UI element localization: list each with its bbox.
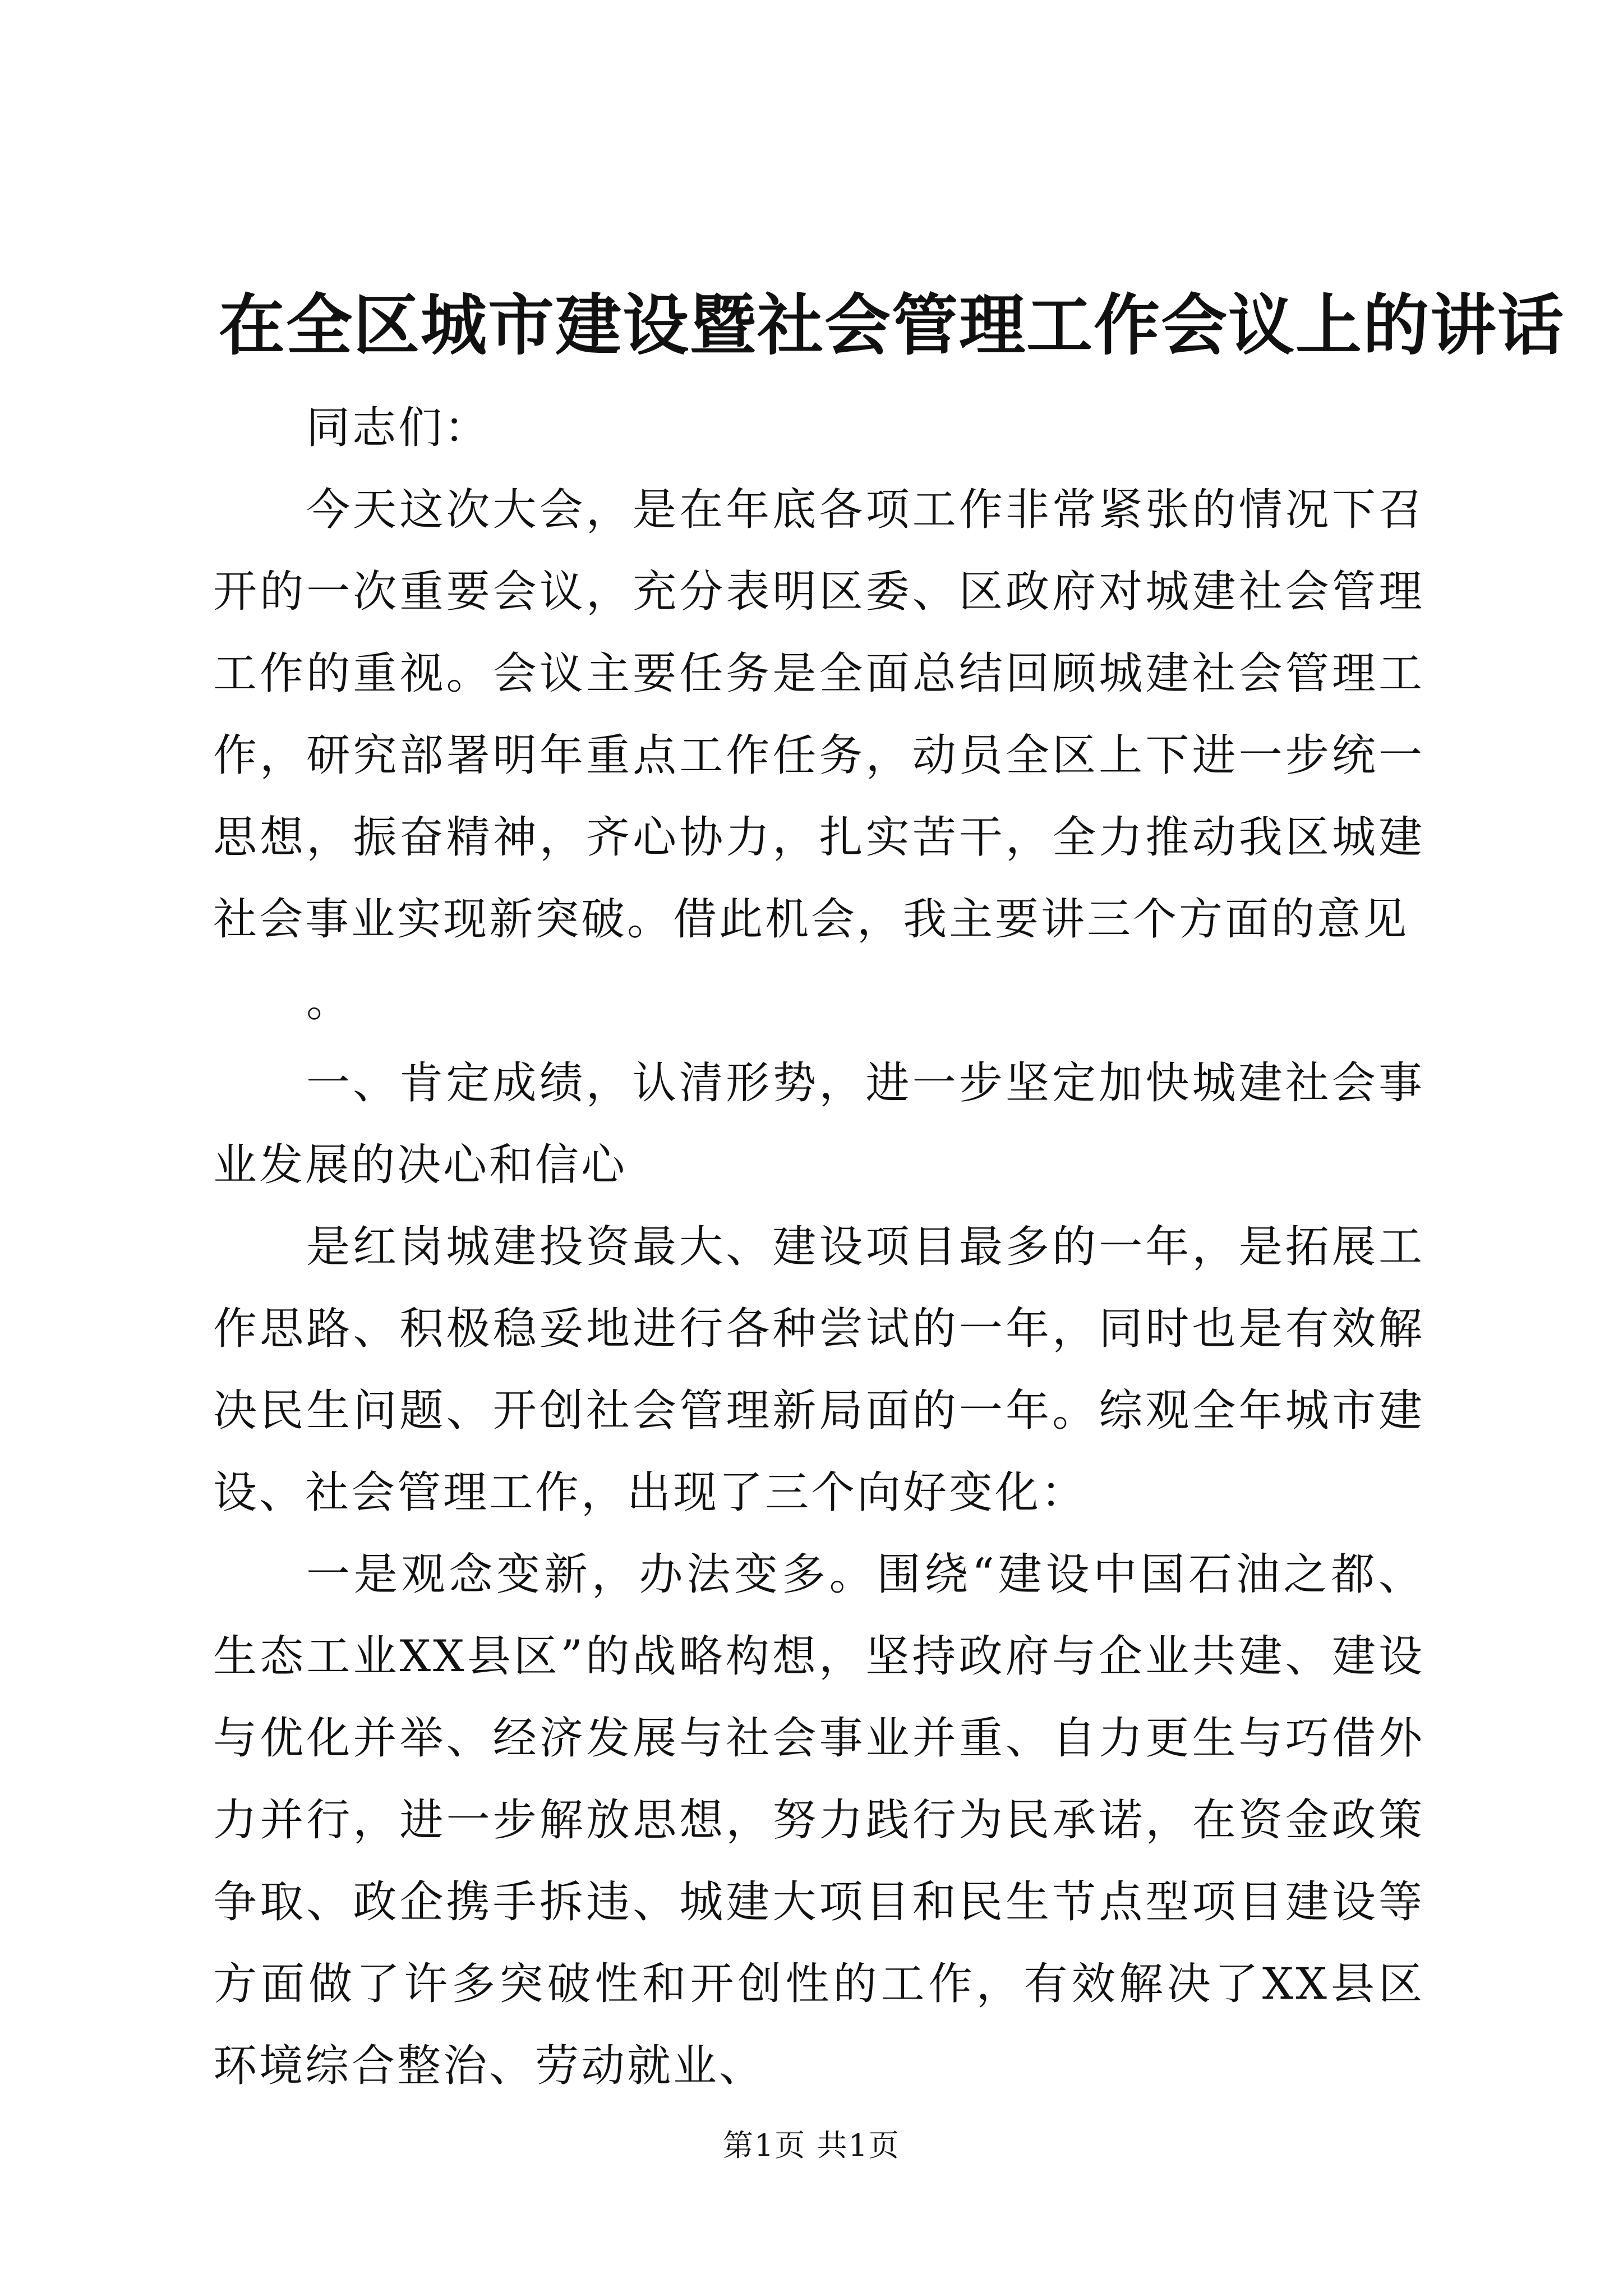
document-body	[213, 387, 1424, 2107]
intro-paragraph: 今天这次大会，是在年底各项工作非常紧张的情况下召开的一次重要会议，充分表明区委、区政府对城建社会管理工作的重视。会议主要任务是全面总结回顾城建社会管理工作，研究部署明年重点工作任务，动员全区上下进一步统一思想，振奋精神，齐心协力，扎实苦干，全力推动我区城建社会事业实现新突破。借此机会，我主要讲三个方面的意见	[213, 485, 1424, 945]
salutation-paragraph: 同志们：	[306, 403, 491, 453]
page-footer: 第1页 共1页	[723, 2128, 900, 2163]
punctuation-paragraph: 。	[306, 976, 353, 1027]
body-paragraph: 一是观念变新，办法变多。围绕“建设中国石油之都、生态工业XX县区”的战略构想，坚持政府与企业共建、建设与优化并举、经济发展与社会事业并重、自力更生与巧借外力并行，进一步解放思想，努力践行为民承诺，在资金政策争取、政企携手拆违、城建大项目和民生节点型项目建设等方面做了许多突破性和开创性的工作，有效解决了XX县区环境综合整治、劳动就业、	[213, 1549, 1424, 2091]
section-heading-1: 一、肯定成绩，认清形势，进一步坚定加快城建社会事业发展的决心和信心	[213, 1058, 1424, 1190]
page-title: 在全区城市建设暨社会管理工作会议上的讲话	[219, 286, 1565, 364]
body-paragraph: 是红岗城建投资最大、建设项目最多的一年，是拓展工作思路、积极稳妥地进行各种尝试的一年，同时也是有效解决民生问题、开创社会管理新局面的一年。综观全年城市建设、社会管理工作，出现了三个向好变化：	[213, 1222, 1424, 1518]
